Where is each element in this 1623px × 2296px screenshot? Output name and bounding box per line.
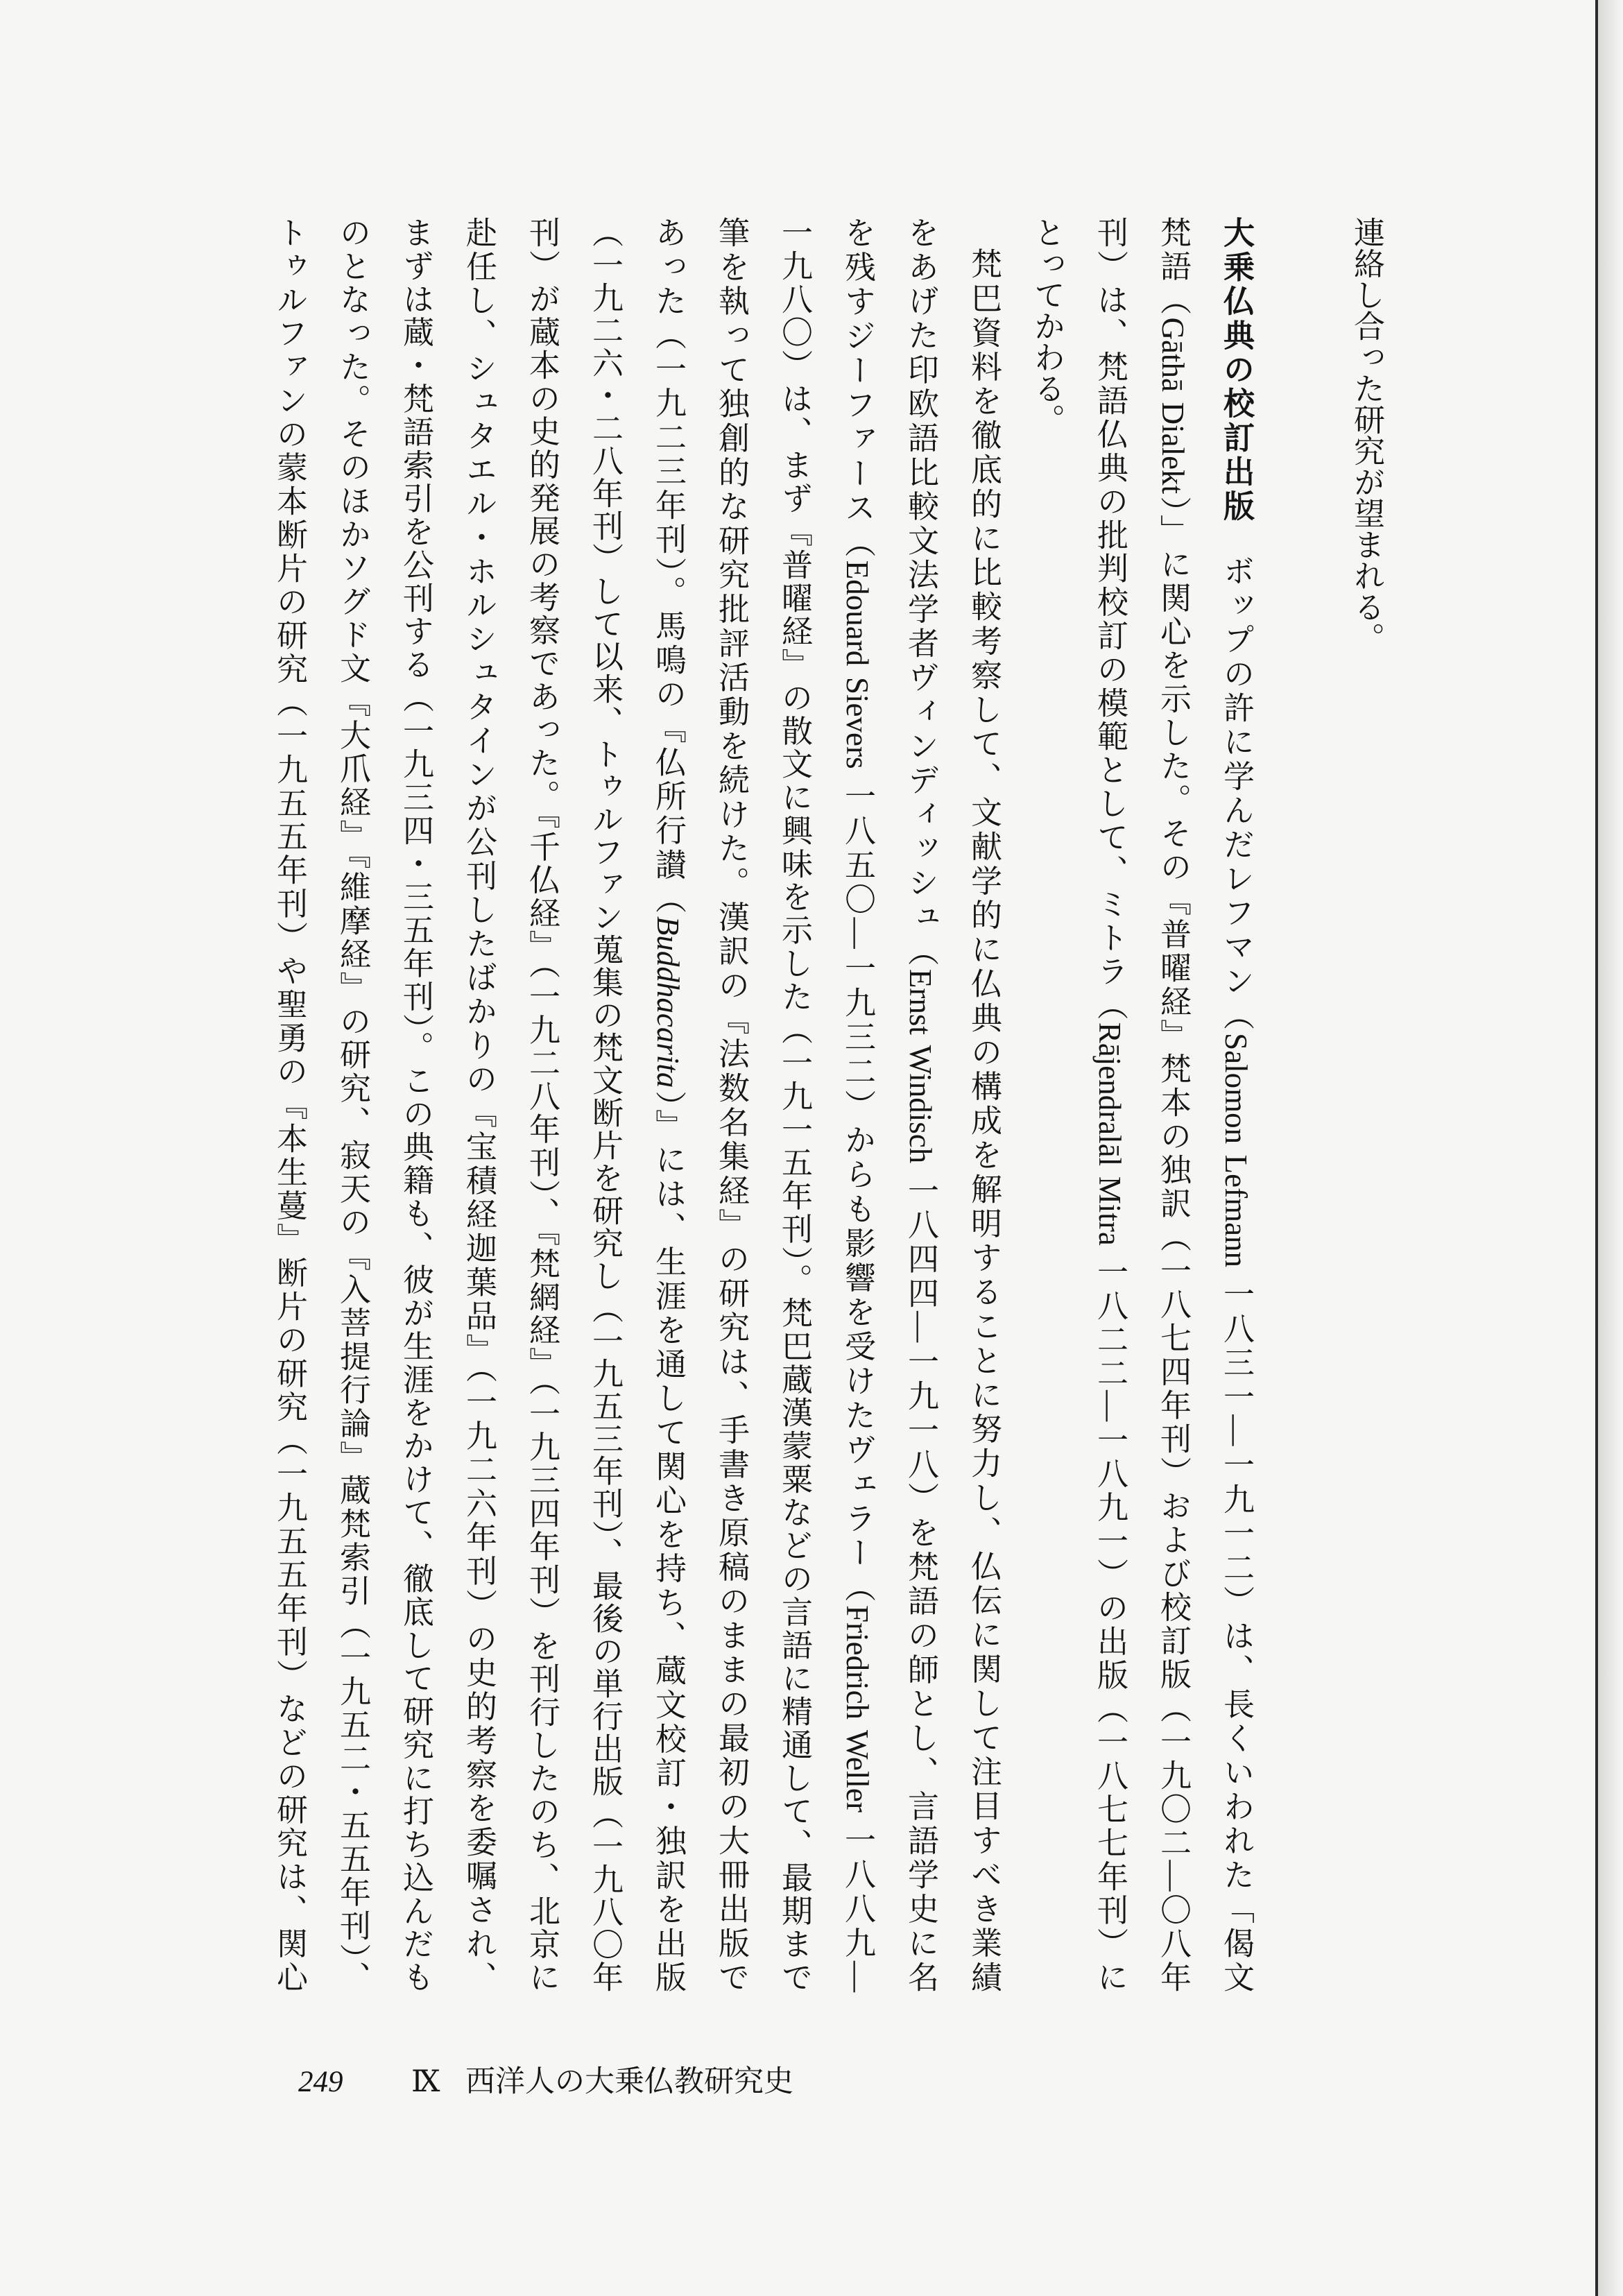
column-text: トゥルファンの蒙本断片の研究（一九五五年刊）や聖勇の『本生蔓』断片の研究（一九五五年刊）などの研究は、関心: [272, 216, 307, 1992]
column-text: 梵語（Gāthā Dialekt）」に関心を示した。その『普曜経』梵本の独訳（一八七四年刊）および校訂版（一九〇二—〇八年: [1156, 216, 1190, 1992]
text-column-5: [1026, 216, 1067, 435]
column-text: 赴任し、シュタエル・ホルシュタインが公刊したばかりの『宝積経迦葉品』（一九二六年刊）の史的考察を委嘱され、: [461, 216, 496, 1992]
text-column-14: [458, 216, 499, 1992]
column-text: とってかわる。: [1029, 216, 1064, 435]
italic-title: Buddhacarita: [651, 916, 685, 1088]
column-text: をあげた印欧語比較文法学者ヴィンディッシュ（Ernst Windisch 一八四四—一九一八）を梵語の師とし、言語学史に名: [903, 216, 938, 1992]
running-title: 西洋人の大乗仏教研究史: [465, 2066, 793, 2098]
text-column-3: [1152, 216, 1194, 1992]
column-text: 刊）が蔵本の史的発展の考察であった。『千仏経』（一九二八年刊）、『梵網経』（一九三四年刊）を刊行したのち、北京に: [524, 216, 559, 1992]
text-column-7: [900, 216, 941, 1992]
text-column-6: [963, 216, 1004, 1992]
paragraph-start-text: 梵巴資料を徹底的に比較考察して、文献学的に仏典の構成を解明することに努力し、仏伝に関して注目すべき業績: [966, 248, 1001, 1993]
text-column-4: [1089, 216, 1131, 1992]
page-edge-shadow: [1598, 0, 1623, 2296]
text-column-11: [647, 216, 689, 1992]
column-text: を残すジーファース（Edouard Sievers 一八五〇—一九三二）からも影響を受けたヴェラー（Friedrich Weller 一八八九—: [840, 216, 875, 1992]
text-column-2: [1215, 216, 1257, 1992]
chapter-number: Ⅸ: [411, 2066, 440, 2098]
text-column-10: [710, 216, 752, 1992]
column-text: ボップの許に学んだレフマン（Salomon Lefmann 一八三一—一九一二）は、長くいわれた「偈文: [1219, 555, 1253, 1992]
text-column-15: [395, 216, 436, 1992]
column-text: のとなった。そのほかソグド文『大爪経』『維摩経』の研究、寂天の『入菩提行論』蔵梵索引（一九五二・五五年刊）、: [335, 216, 370, 1992]
column-text: 一九八〇）は、まず『普曜経』の散文に興味を示した（一九一五年刊）。梵巴蔵漢蒙粟などの言語に精通して、最期まで: [777, 216, 812, 1992]
text-column-17: [268, 216, 310, 1992]
column-text: 連絡し合った研究が望まれる。: [1349, 216, 1384, 653]
page-edge-line: [1595, 0, 1598, 2296]
page-number: 249: [298, 2066, 343, 2098]
text-column-12: [584, 216, 626, 1992]
section-heading: 大乗仏典の校訂出版: [1218, 216, 1255, 524]
column-text: あった（一九二三年刊）。馬鳴の『仏所行讃（: [651, 216, 685, 916]
column-text: 刊）は、梵語仏典の批判校訂の模範として、ミトラ（Rājendralāl Mitra 一八二二—一八九一）の出版（一八七七年刊）に: [1092, 216, 1127, 1992]
column-text: 筆を執って独創的な研究批評活動を続けた。漢訳の『法数名集経』の研究は、手書き原稿のままの最初の大冊出版で: [714, 216, 748, 1992]
column-text: ）』には、生涯を通して関心を持ち、蔵文校訂・独訳を出版: [651, 1088, 685, 1993]
text-column-9: [773, 216, 815, 1992]
text-column-1: [1346, 216, 1387, 653]
text-column-16: [332, 216, 373, 1992]
column-text: （一九二六・二八年刊）して以来、トゥルファン蒐集の梵文断片を研究し（一九五三年刊）、最後の単行出版（一九八〇年: [587, 216, 622, 1992]
text-column-13: [521, 216, 563, 1992]
text-column-8: [836, 216, 878, 1992]
column-text: まずは蔵・梵語索引を公刊する（一九三四・三五年刊）。この典籍も、彼が生涯をかけて、徹底して研究に打ち込んだも: [398, 216, 433, 1992]
